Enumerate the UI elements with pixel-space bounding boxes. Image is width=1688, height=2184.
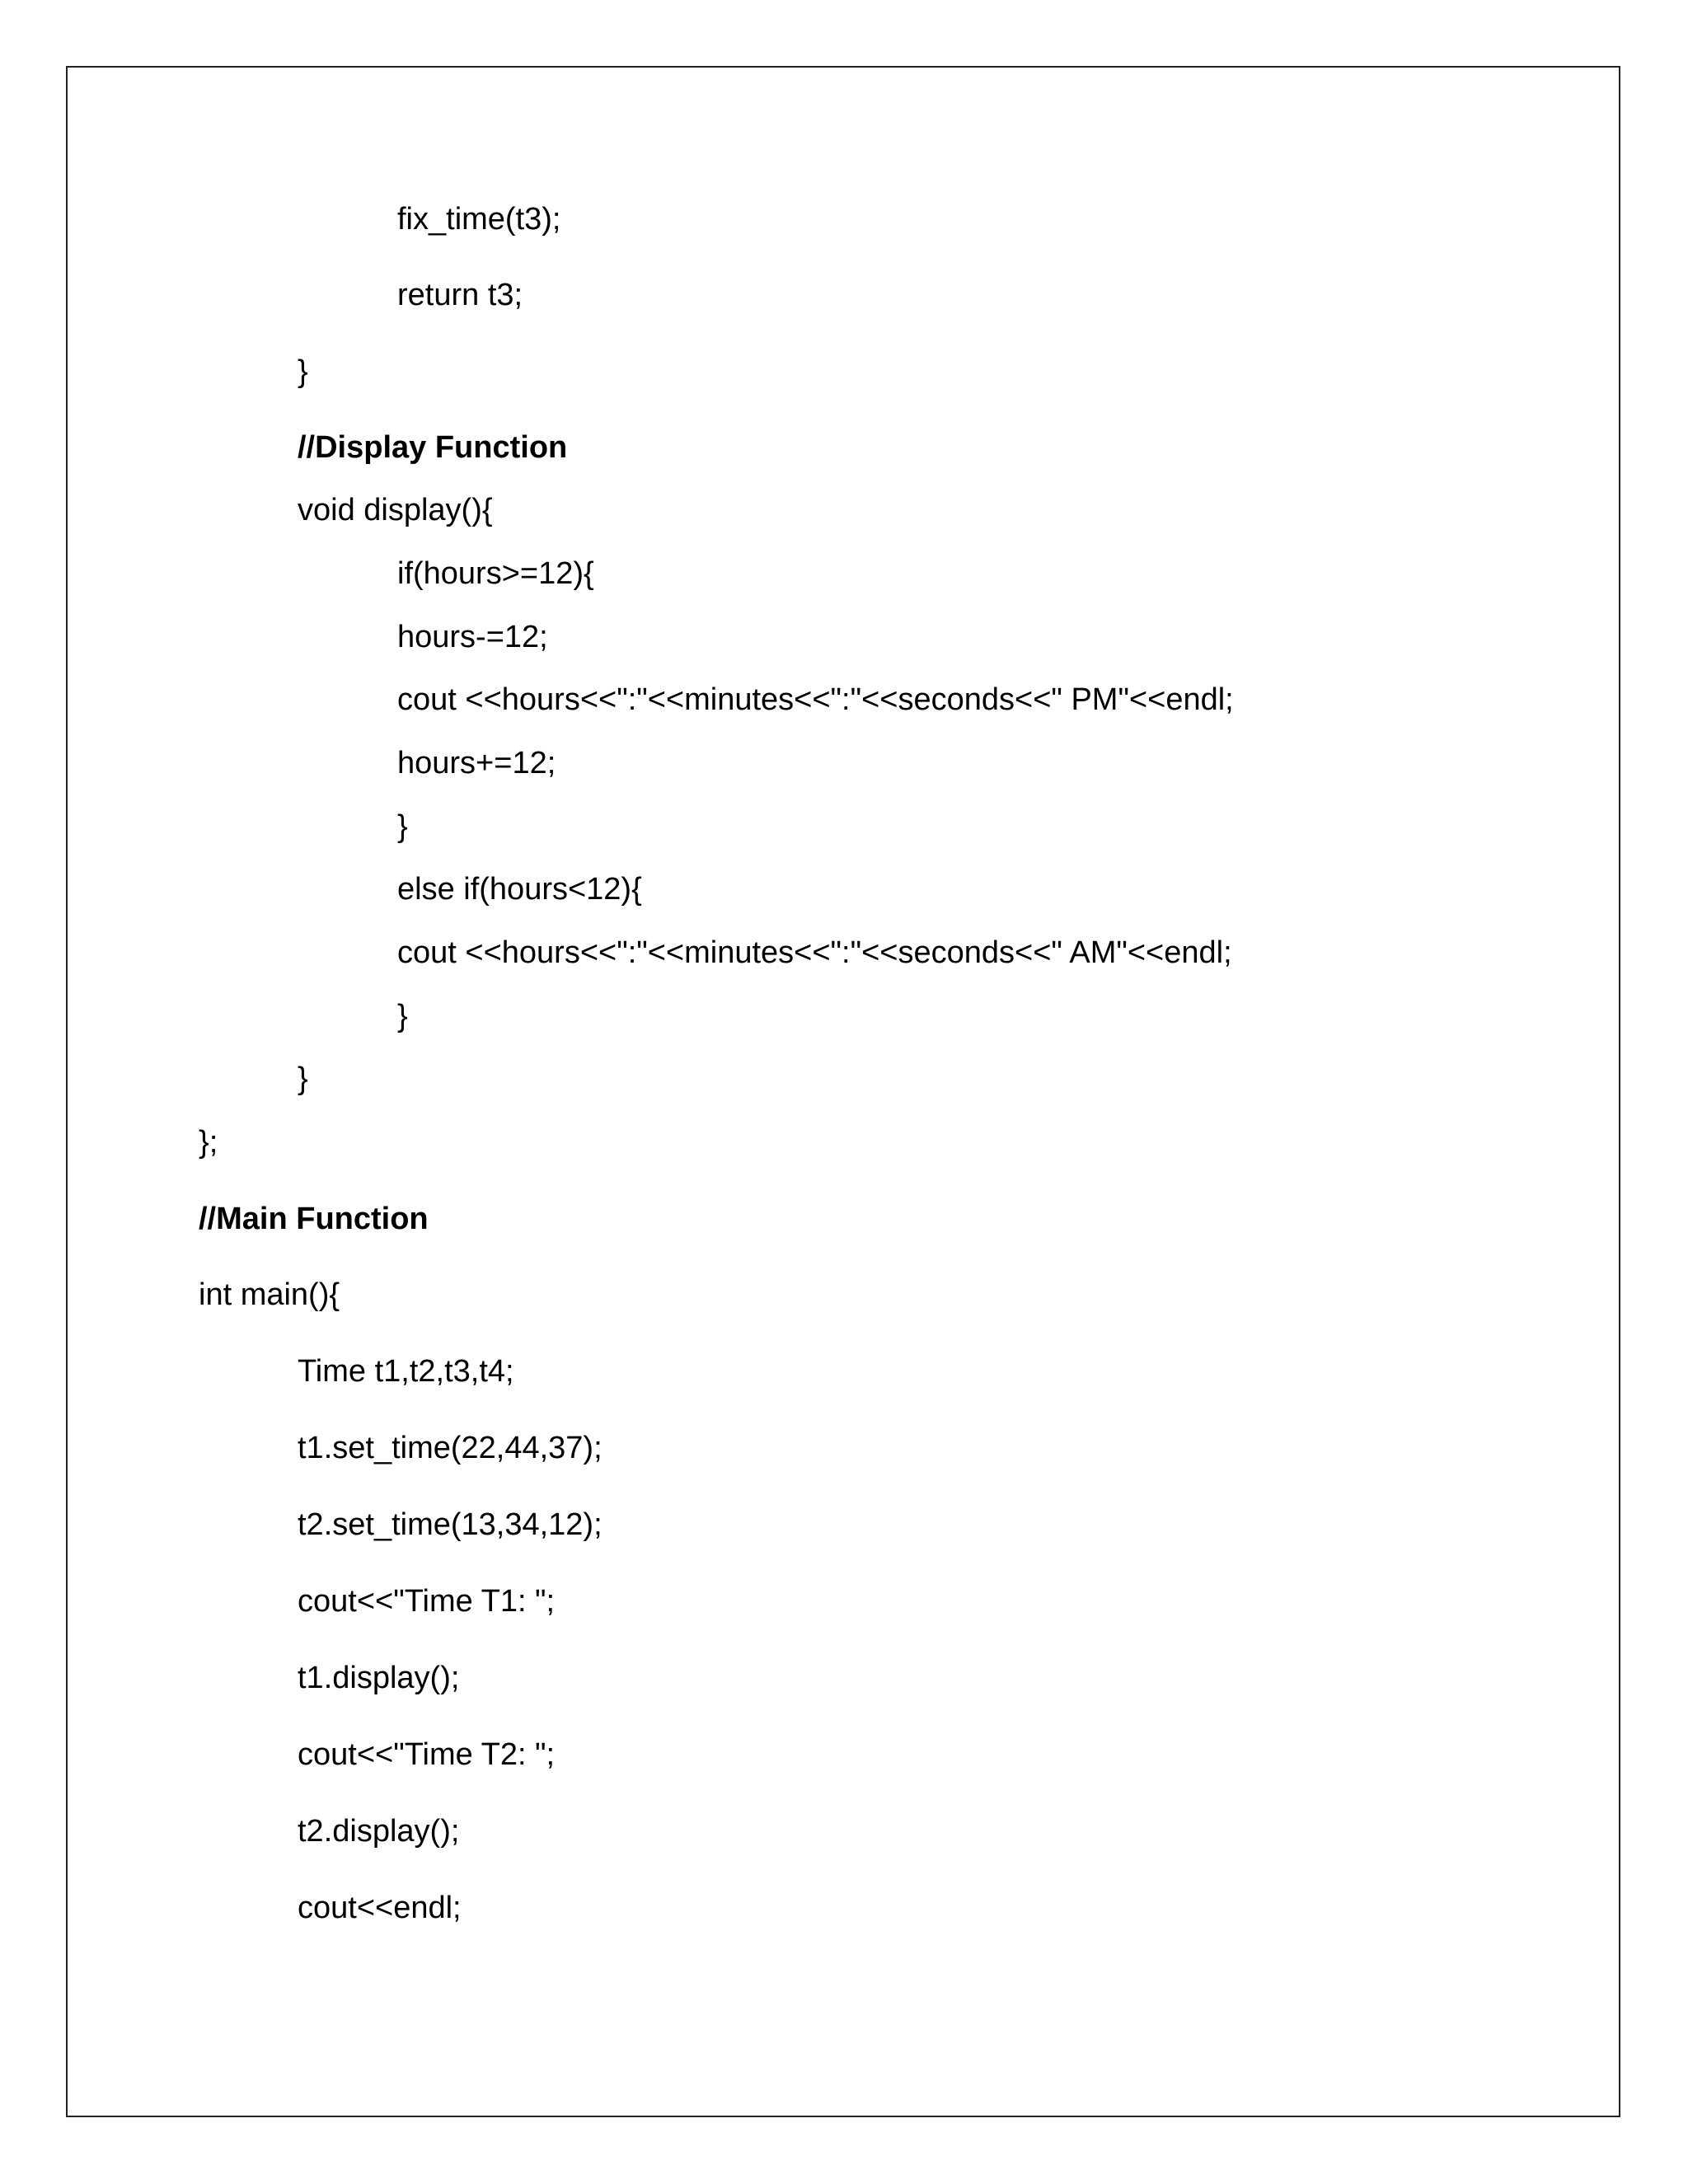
code-line-cout-t2: cout<<"Time T2: "; <box>298 1737 556 1772</box>
comment-display-function: //Display Function <box>298 430 568 465</box>
code-line-close-brace: } <box>298 354 308 389</box>
code-line-void-display: void display(){ <box>298 493 493 527</box>
code-line-class-end: }; <box>199 1125 218 1160</box>
code-line-return: return t3; <box>397 278 523 312</box>
code-line-if-hours: if(hours>=12){ <box>397 556 594 591</box>
code-line-hours-plus: hours+=12; <box>397 746 556 780</box>
code-line-else-if: else if(hours<12){ <box>397 872 642 907</box>
code-line-hours-minus: hours-=12; <box>397 620 548 654</box>
code-line-cout-endl: cout<<endl; <box>298 1891 462 1925</box>
code-line-cout-t1: cout<<"Time T1: "; <box>298 1584 556 1619</box>
code-line-t1-display: t1.display(); <box>298 1661 460 1695</box>
code-line-cout-pm: cout <<hours<<":"<<minutes<<":"<<seconds<<" PM"<<endl; <box>397 682 1234 717</box>
code-line-time-declare: Time t1,t2,t3,t4; <box>298 1354 514 1389</box>
comment-main-function: //Main Function <box>199 1202 429 1236</box>
code-line-t2-display: t2.display(); <box>298 1814 460 1849</box>
code-line-t1-set-time: t1.set_time(22,44,37); <box>298 1431 603 1465</box>
code-line-int-main: int main(){ <box>199 1277 340 1312</box>
code-line-cout-am: cout <<hours<<":"<<minutes<<":"<<seconds<<" AM"<<endl; <box>397 935 1232 970</box>
code-line-close-brace: } <box>397 809 408 844</box>
code-line-fix-time: fix_time(t3); <box>397 202 561 237</box>
code-line-close-brace: } <box>298 1062 308 1096</box>
code-line-close-brace: } <box>397 999 408 1033</box>
code-line-t2-set-time: t2.set_time(13,34,12); <box>298 1507 603 1542</box>
